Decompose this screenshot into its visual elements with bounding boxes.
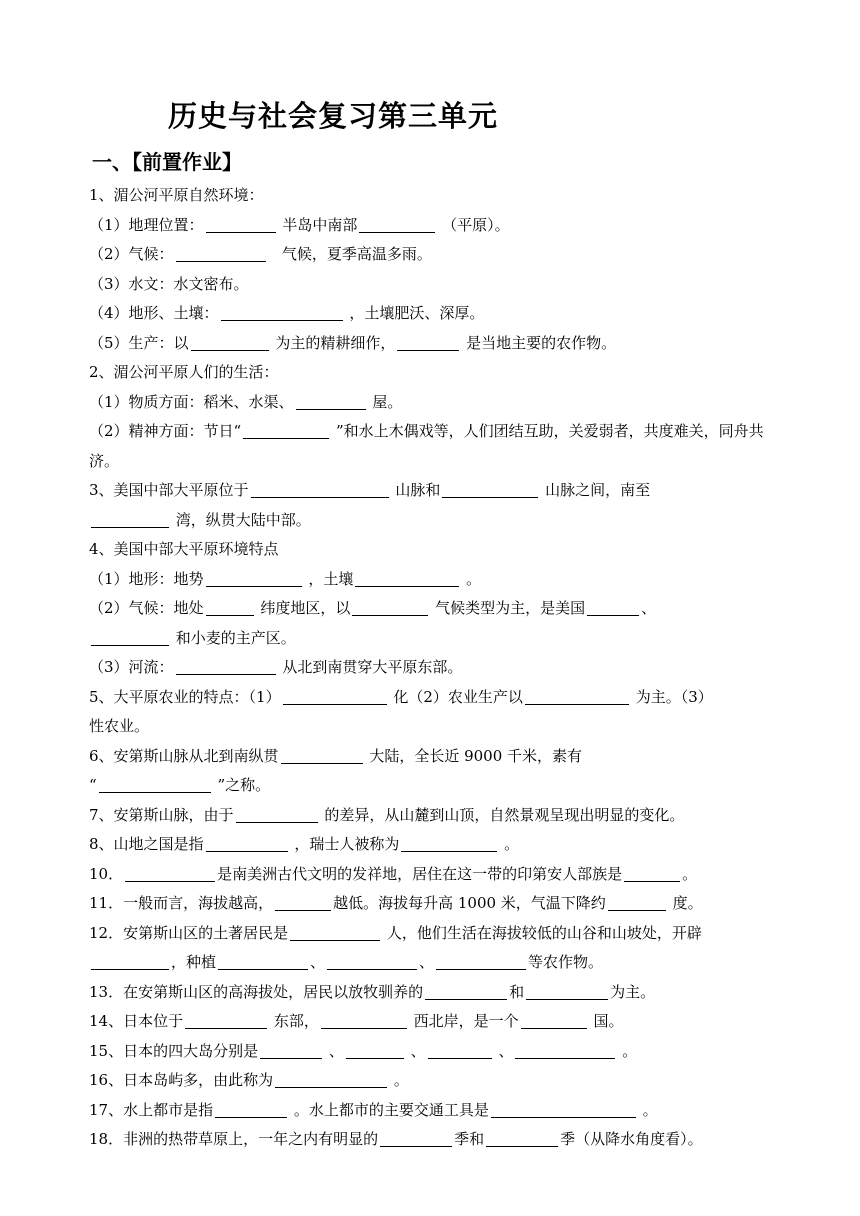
answer-blank[interactable] (436, 951, 526, 970)
question-5: 5、大平原农业的特点：（1） 化（2）农业生产以 为主。（3） 性农业。 (89, 687, 713, 735)
question-1-4: （4）地形、土壤： ，土壤肥沃、深厚。 (89, 304, 485, 322)
answer-blank[interactable] (425, 981, 507, 1000)
answer-blank[interactable] (221, 302, 343, 321)
answer-blank[interactable] (624, 863, 680, 882)
answer-blank[interactable] (380, 1128, 452, 1147)
answer-blank[interactable] (486, 1128, 558, 1147)
answer-blank[interactable] (191, 332, 269, 351)
answer-blank[interactable] (521, 1010, 587, 1029)
question-1-5: （5）生产：以 为主的精耕细作， 是当地主要的农作物。 (89, 333, 617, 352)
question-16: 16、日本岛屿多，由此称为 。 (89, 1071, 409, 1089)
answer-blank[interactable] (525, 686, 629, 705)
answer-blank[interactable] (346, 1040, 404, 1059)
answer-blank[interactable] (587, 597, 639, 616)
answer-blank[interactable] (91, 627, 169, 646)
answer-blank[interactable] (251, 479, 389, 498)
answer-blank[interactable] (428, 1040, 492, 1059)
answer-blank[interactable] (281, 745, 363, 764)
answer-blank[interactable] (275, 892, 331, 911)
answer-blank[interactable] (206, 214, 276, 233)
question-3: 3、美国中部大平原位于 山脉和 山脉之间，南至 湾，纵贯大陆中部。 (89, 481, 651, 529)
answer-blank[interactable] (176, 656, 276, 675)
answer-blank[interactable] (206, 833, 288, 852)
question-2-heading: 2、湄公河平原人们的生活： (89, 363, 279, 381)
answer-blank[interactable] (359, 214, 435, 233)
question-17: 17、水上都市是指 。水上都市的主要交通工具是 。 (89, 1100, 658, 1119)
question-4-2: （2）气候：地处 纬度地区，以 气候类型为主，是美国 、 和小麦的主产区。 (89, 599, 657, 647)
answer-blank[interactable] (526, 981, 608, 1000)
answer-blank[interactable] (283, 686, 387, 705)
answer-blank[interactable] (125, 863, 215, 882)
worksheet-body (89, 181, 779, 1155)
page-title: 历史与社会复习第三单元 (168, 99, 499, 133)
question-15: 15、日本的四大岛分别是 、 、 、 。 (89, 1041, 638, 1060)
answer-blank[interactable] (355, 568, 459, 587)
answer-blank[interactable] (206, 568, 302, 587)
answer-blank[interactable] (185, 1010, 267, 1029)
answer-blank[interactable] (99, 774, 211, 793)
question-4-heading: 4、美国中部大平原环境特点 (89, 540, 279, 558)
question-4-1: （1）地形：地势 ，土壤 。 (89, 569, 482, 588)
answer-blank[interactable] (236, 804, 318, 823)
question-2-1: （1）物质方面：稻米、水渠、 屋。 (89, 392, 403, 411)
answer-blank[interactable] (206, 597, 254, 616)
answer-blank[interactable] (296, 391, 366, 410)
question-13: 13．在安第斯山区的高海拔处，居民以放牧驯养的 和 为主。 (89, 982, 656, 1001)
answer-blank[interactable] (515, 1040, 615, 1059)
question-1-2: （2）气候： 气候，夏季高温多雨。 (89, 245, 432, 263)
question-12: 12．安第斯山区的土著居民是 人，他们生活在海拔较低的山谷和山坡处，开辟 ，种植 、 、 等农作物。 (89, 923, 702, 971)
answer-blank[interactable] (176, 243, 266, 262)
answer-blank[interactable] (321, 1010, 407, 1029)
answer-blank[interactable] (352, 597, 428, 616)
question-14: 14、日本位于 东部， 西北岸，是一个 国。 (89, 1012, 624, 1030)
section-heading: 一、【前置作业】 (92, 150, 242, 174)
answer-blank[interactable] (218, 951, 308, 970)
question-4-3: （3）河流： 从北到南贯穿大平原东部。 (89, 658, 463, 676)
question-6: 6、安第斯山脉从北到南纵贯 大陆，全长近 9000 千米，素有 “ ”之称。 (89, 746, 583, 794)
answer-blank[interactable] (491, 1099, 636, 1118)
question-18: 18．非洲的热带草原上，一年之内有明显的 季和 季（从降水角度看）。 (89, 1130, 703, 1148)
answer-blank[interactable] (608, 892, 666, 911)
answer-blank[interactable] (397, 332, 459, 351)
answer-blank[interactable] (290, 922, 380, 941)
answer-blank[interactable] (442, 479, 538, 498)
question-1-3: （3）水文：水文密布。 (89, 274, 249, 293)
answer-blank[interactable] (327, 951, 417, 970)
question-8: 8、山地之国是指 ，瑞士人被称为 。 (89, 835, 520, 853)
question-1-1: （1）地理位置： 半岛中南部 （平原）。 (89, 215, 510, 234)
question-10: 10． 是南美洲古代文明的发祥地，居住在这一带的印第安人部族是 。 (89, 864, 698, 883)
question-1-heading: 1、湄公河平原自然环境： (89, 186, 264, 204)
question-11: 11．一般而言，海拔越高， 越低。海拔每升高 1000 米，气温下降约 度。 (89, 894, 703, 912)
answer-blank[interactable] (401, 833, 497, 852)
question-7: 7、安第斯山脉，由于 的差异，从山麓到山顶，自然景观呈现出明显的变化。 (89, 805, 685, 824)
answer-blank[interactable] (91, 951, 169, 970)
answer-blank[interactable] (243, 420, 329, 439)
answer-blank[interactable] (215, 1099, 287, 1118)
answer-blank[interactable] (260, 1040, 322, 1059)
answer-blank[interactable] (275, 1069, 387, 1088)
answer-blank[interactable] (91, 509, 169, 528)
question-2-2: （2）精神方面：节日“ ”和水上木偶戏等，人们团结互助，关爱弱者，共度难关，同舟共济。 (89, 422, 764, 470)
